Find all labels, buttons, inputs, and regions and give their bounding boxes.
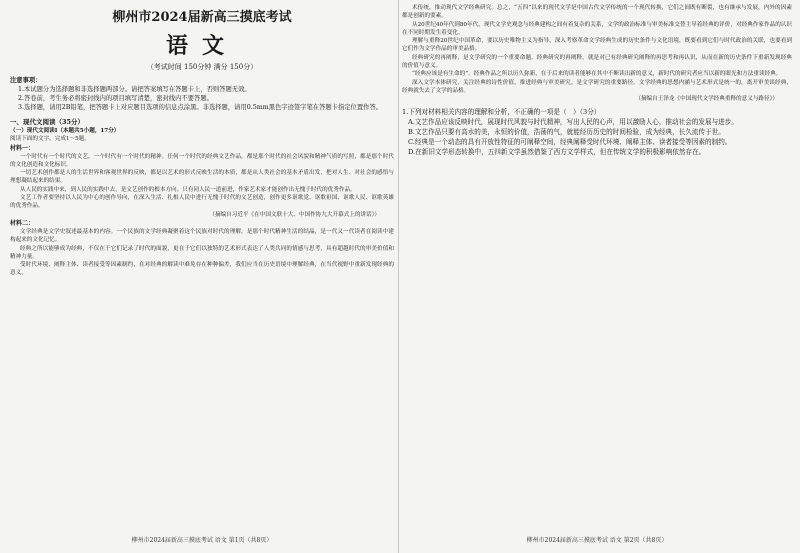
note-item: 3.选择题，请用2B铅笔，把答题卡上对应题目选项的信息点涂黑。非选择题，请用0.5mm黑色字迹签字笔在答题卡指定位置作答。: [18, 104, 383, 111]
exam-info: （考试时间 150分钟 满分 150分）: [146, 63, 258, 71]
material-1-source: （摘编自习近平《在中国文联十大、中国作协九大开幕式上的讲话》）: [209, 211, 380, 218]
option-b: B.文艺作品只要有高水的美，永恒的价值，浩荡的气，就能经历历史的时间检验，成为经典，长久流传于世。: [408, 127, 725, 136]
subject-heading: 语文: [165, 33, 238, 59]
paragraph: 经典研究的再阐释，是文学研究的一个重要命题。经典研究的再阐释，就是对已有经典研究阐释的再思考和再认识，从而在新的历史条件下重新发现经典的价值与意义。: [402, 54, 792, 70]
page-divider: [398, 0, 399, 553]
paragraph: “经典应该是有生命的”。经典作品之所以历久弥新，在于后来的读者能够在其中不断读出新的意义，新时代的研究者应当以新的眼光和方法重读经典。: [412, 71, 782, 78]
option-c: C.经典是一个动态的具有开放性特征的可阐释空间，经典阐释受时代环境、阐释主体、读者接受等因素的制约。: [408, 137, 732, 146]
note-item: 1.本试题分为选择题和非选择题两部分。请把答案填写在答题卡上，否则答题无效。: [18, 86, 251, 93]
page-2: [402, 4, 792, 544]
paragraph: 一切艺术创作都是人的生活世界和客观世界的反映，都是以艺术的形式反映生活的本质，都是从人类社会的基本矛盾出发，把对人生、对社会的感悟与理想凝结起来的结果。: [10, 170, 394, 185]
notes-block: [10, 76, 394, 112]
paragraph: 经典之所以能够成为经典，不仅在于它们记录了时代的面貌，更在于它们以独特的艺术形式表达了人类共同的情感与思考，具有超越时代的审美价值和精神力量。: [10, 245, 394, 260]
page-footer: 柳州市2024届新高三摸底考试 语文 第2页（共8页）: [526, 537, 668, 544]
paragraph: 深入文学本体研究，关注经典的诗性价值，推进经典与审美研究。是文学研究的重要路径。文学经典的思想内涵与艺术形式是统一的，离开审美谈经典，经典就失去了文学的品格。: [402, 79, 792, 94]
paragraph: 受时代环境、阐释主体、读者接受等因素制约，在对经典的解读中难免存在种种偏差，我们应当在历史语境中理解经典，在当代视野中重新发现经典的意义。: [10, 262, 394, 277]
option-a: A.文艺作品应该反映时代，展现时代风貌与时代精神，写出人民的心声，用以激励人心，推动社会的发展与进步。: [408, 117, 738, 126]
paragraph: 从人民的实践中来，到人民的实践中去，是文艺创作的根本方向。只有同人民一道前进，作家艺术家才能创作出无愧于时代的优秀作品。: [20, 186, 356, 193]
exam-title: 柳州市2024届新高三摸底考试: [112, 10, 292, 25]
section-heading: 一、现代文阅读（35分）: [10, 118, 85, 126]
paragraph: 从20世纪40年代到80年代，现代文学史观念与经典建构之间有着复杂的关系，文学的政治标准与审美标准交替主导着经典的评价，对经典作家作品的认识在不同时期发生着变化。: [402, 21, 792, 36]
paragraph: 术传统，推动现代文学经典研究。总之，“五四”以来的现代文学是中国古代文学传统的一个现代转换，它们之间既有断裂，也有继承与发展，内外的因素都是创新的要素。: [402, 5, 792, 20]
material-1-label: 材料一：: [10, 144, 35, 152]
page-1: [10, 4, 394, 544]
reading-instruction: 阅读下面的文字，完成1～5题。: [10, 136, 90, 143]
paragraph: 文艺工作者要坚持以人民为中心的创作导向，在深入生活、扎根人民中进行无愧于时代的文艺创造，创作更多讴歌党、讴歌祖国、讴歌人民、讴歌英雄的优秀作品。: [10, 195, 394, 210]
page-footer: 柳州市2024届新高三摸底考试 语文 第1页（共8页）: [131, 537, 273, 544]
material-3-source: （摘编自王泽龙《中国现代文学经典重释的意义与路径》）: [635, 96, 778, 103]
note-item: 2.答卷前，考生务必将密封线内的项目填写清楚，密封线内不要答题。: [18, 95, 213, 102]
paragraph: 文学经典是文学史叙述最基本的内容。一个民族的文学经典凝聚着这个民族对时代的理解，是那个时代精神生活的结晶，是一代又一代读者在阅读中建构起来的文化记忆。: [10, 228, 394, 244]
subsection-heading: （一）现代文阅读Ⅰ（本题共5小题，17分）: [10, 128, 120, 134]
question-1: 1.下列对材料相关内容的理解和分析，不正确的一项是（ ）（3分）: [402, 107, 601, 116]
paragraph: 理解与重释20世纪中国革命，要以历史唯物主义为指导，深入考察革命文学经典生成的历史条件与文化语境，既要看到它们与时代政治的关联，也要看到它们作为文学作品的审美品格。: [402, 38, 792, 53]
material-2-label: 材料二：: [10, 219, 35, 227]
notes-label: 注意事项：: [10, 77, 42, 84]
option-d: D.在新旧文学形态转换中，五四新文学虽然借鉴了西方文学样式，但在传统文学的积极影响依然存在。: [408, 147, 706, 156]
paragraph: 一个时代有一个时代的文艺，一个时代有一个时代的精神。任何一个时代的经典文艺作品，都是那个时代的社会风貌和精神气质的写照，都是那个时代的文化创造和文化标识。: [10, 153, 394, 168]
